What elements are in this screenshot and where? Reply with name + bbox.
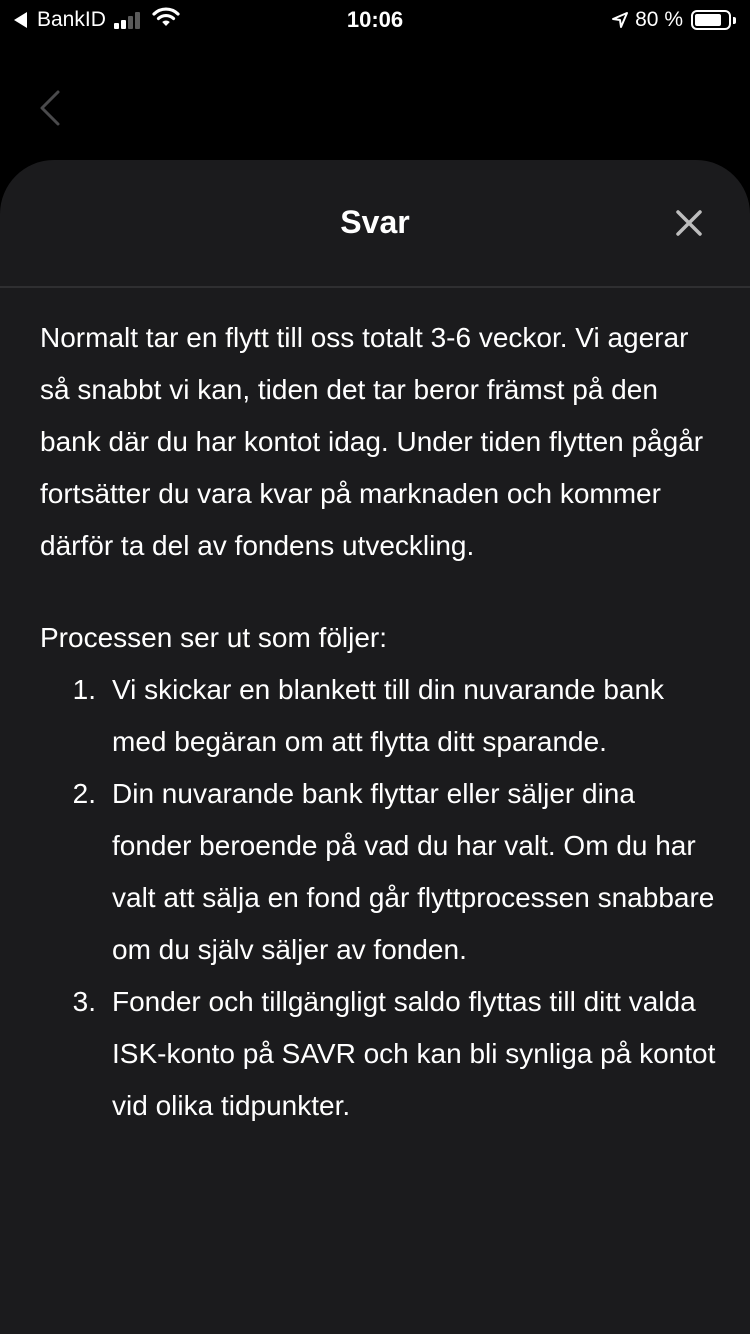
process-steps: [40, 664, 720, 1132]
answer-body: [40, 312, 720, 1132]
sheet-header: [0, 160, 750, 288]
step-number: 1.: [72, 674, 96, 705]
step-number: 2.: [72, 778, 96, 809]
answer-intro: Normalt tar en flytt till oss totalt 3-6 veckor. Vi agerar så snabbt vi kan, tiden det tar beror främst på den bank där du har kontot idag. Under tiden flytten pågår fortsätter du vara kvar på marknaden och kommer därför ta del av fondens utveckling.: [40, 322, 704, 561]
location-arrow-icon: [611, 11, 629, 29]
answer-sheet: [0, 160, 750, 1334]
battery-cap: [733, 17, 736, 24]
sheet-title: Svar: [340, 204, 410, 240]
step-text: Fonder och tillgängligt saldo flyttas till ditt valda ISK-konto på SAVR och kan bli synliga på kontot vid olika tidpunkter.: [112, 986, 716, 1121]
step-number: 3.: [72, 986, 96, 1017]
status-time: 10:06: [346, 7, 404, 32]
close-button[interactable]: [664, 198, 714, 248]
list-item: [40, 664, 720, 768]
step-text: Din nuvarande bank flyttar eller säljer dina fonder beroende på vad du har valt. Om du har valt att sälja en fond går flyttprocessen snabbare om du själv säljer av fonden.: [112, 778, 715, 965]
list-item: [40, 768, 720, 976]
list-item: [40, 976, 720, 1132]
close-icon: [675, 209, 703, 237]
back-app-label: BankID: [37, 8, 106, 31]
process-heading: Processen ser ut som följer:: [40, 622, 388, 653]
spacer: [40, 572, 720, 612]
step-text: Vi skickar en blankett till din nuvarande bank med begäran om att flytta ditt sparande.: [112, 674, 665, 757]
status-bar-right: [611, 6, 736, 34]
chevron-left-icon: [30, 86, 70, 130]
battery-fill: [695, 14, 721, 26]
battery-icon: [691, 10, 731, 30]
status-bar: [0, 0, 750, 40]
battery-percent: 80 %: [635, 8, 683, 31]
nav-back-button[interactable]: [30, 86, 70, 130]
